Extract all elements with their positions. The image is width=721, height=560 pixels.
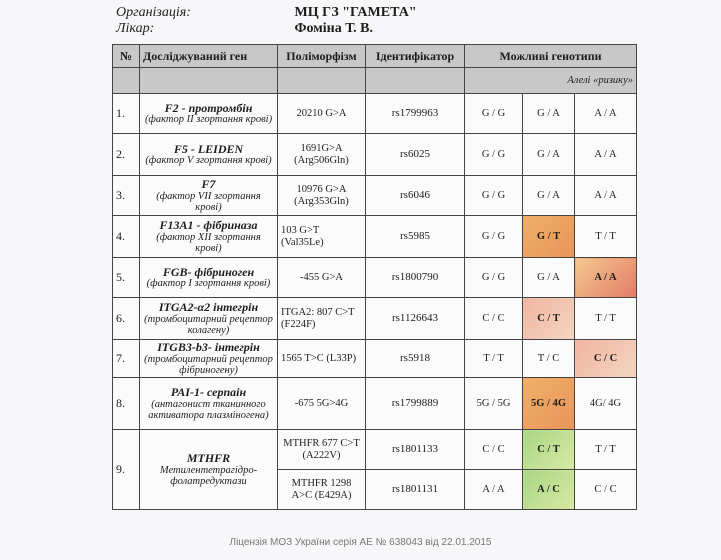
genotype-hetero-result: A / C bbox=[523, 470, 575, 510]
organization-value: МЦ ГЗ "ГАМЕТА" bbox=[294, 5, 417, 20]
gene-name: FGB- фібриноген bbox=[162, 264, 255, 279]
gene-description: (фактор I згортання крові) bbox=[146, 278, 271, 290]
polymorphism: 20210 G>A bbox=[278, 94, 366, 134]
gene-cell bbox=[140, 430, 278, 510]
table-row bbox=[113, 340, 637, 378]
row-number: 1. bbox=[113, 94, 140, 134]
table-row bbox=[113, 94, 637, 134]
genotype-homo-risk: C / C bbox=[575, 340, 637, 378]
col-identifier-header: Ідентифікатор bbox=[366, 45, 465, 68]
gene-name: MTHFR bbox=[186, 451, 231, 466]
polymorphism: 10976 G>A (Arg353Gln) bbox=[278, 176, 366, 216]
genotype-hetero-result: C / T bbox=[523, 430, 575, 470]
risk-alleles-label: Алелі «ризику» bbox=[465, 68, 637, 94]
table-row bbox=[113, 430, 637, 470]
polymorphism: 1565 T>C (L33P) bbox=[278, 340, 366, 378]
gene-cell bbox=[140, 340, 278, 378]
genotype-normal: G / G bbox=[465, 216, 523, 258]
genotype-normal: G / G bbox=[465, 134, 523, 176]
gene-description: (тромбоцитарний рецептор колагену) bbox=[144, 313, 273, 336]
genotype-hetero: G / A bbox=[523, 258, 575, 298]
genotype-normal: C / C bbox=[465, 430, 523, 470]
genotype-normal: G / G bbox=[465, 176, 523, 216]
identifier: rs1126643 bbox=[366, 298, 465, 340]
identifier: rs5985 bbox=[366, 216, 465, 258]
gene-description: (фактор VII згортання крові) bbox=[156, 190, 261, 213]
genotype-hetero-risk: 5G / 4G bbox=[523, 378, 575, 430]
identifier: rs1799889 bbox=[366, 378, 465, 430]
col-polymorphism-header: Поліморфізм bbox=[278, 45, 366, 68]
report-header bbox=[0, 0, 721, 45]
genotype-homo: A / A bbox=[575, 176, 637, 216]
row-number: 4. bbox=[113, 216, 140, 258]
gene-cell bbox=[140, 378, 278, 430]
gene-cell bbox=[140, 216, 278, 258]
genotype-table bbox=[112, 44, 637, 510]
genotype-normal: C / C bbox=[465, 298, 523, 340]
row-number: 6. bbox=[113, 298, 140, 340]
organization-label: Організація: bbox=[116, 5, 191, 20]
gene-description: Метилентетрагідро-фолатредуктази bbox=[159, 464, 258, 487]
doctor-value: Фоміна Т. В. bbox=[294, 21, 374, 36]
genotype-hetero: G / A bbox=[523, 94, 575, 134]
genotype-hetero-risk: C / T bbox=[523, 298, 575, 340]
table-row bbox=[113, 378, 637, 430]
gene-name: F7 bbox=[201, 177, 216, 192]
gene-name: F13A1 - фібриназа bbox=[159, 218, 258, 233]
genotype-hetero: T / C bbox=[523, 340, 575, 378]
gene-description: (фактор V згортання крові) bbox=[145, 155, 272, 167]
identifier: rs1800790 bbox=[366, 258, 465, 298]
table-row bbox=[113, 134, 637, 176]
row-number: 9. bbox=[113, 430, 140, 510]
polymorphism: -455 G>A bbox=[278, 258, 366, 298]
col-number-header: № bbox=[113, 45, 140, 68]
identifier: rs5918 bbox=[366, 340, 465, 378]
identifier: rs6046 bbox=[366, 176, 465, 216]
table-header-row bbox=[113, 45, 637, 68]
table-row bbox=[113, 298, 637, 340]
identifier: rs1799963 bbox=[366, 94, 465, 134]
genotype-normal: T / T bbox=[465, 340, 523, 378]
gene-name: PAI-1- серпаін bbox=[170, 385, 247, 400]
genotype-homo: C / C bbox=[575, 470, 637, 510]
genotype-homo: A / A bbox=[575, 94, 637, 134]
identifier: rs6025 bbox=[366, 134, 465, 176]
polymorphism: MTHFR 1298 A>C (E429A) bbox=[278, 470, 366, 510]
genotype-normal: G / G bbox=[465, 258, 523, 298]
gene-description: (фактор II згортання крові) bbox=[144, 114, 273, 126]
genotype-hetero: G / A bbox=[523, 176, 575, 216]
gene-cell bbox=[140, 258, 278, 298]
risk-subheader-row bbox=[113, 68, 637, 94]
col-genotypes-header: Можливі генотипи bbox=[465, 45, 637, 68]
gene-name: ITGB3-b3- інтегрін bbox=[157, 340, 260, 355]
organization-line bbox=[116, 5, 417, 21]
polymorphism: ITGA2: 807 C>T (F224F) bbox=[278, 298, 366, 340]
doctor-line bbox=[116, 21, 373, 37]
table-row bbox=[113, 258, 637, 298]
gene-name: F2 - протромбін bbox=[164, 100, 253, 115]
gene-description: (фактор XII згортання крові) bbox=[156, 231, 261, 254]
genotype-hetero-risk: G / T bbox=[523, 216, 575, 258]
table-row bbox=[113, 216, 637, 258]
row-number: 5. bbox=[113, 258, 140, 298]
row-number: 3. bbox=[113, 176, 140, 216]
polymorphism: MTHFR 677 C>T (A222V) bbox=[278, 430, 366, 470]
genotype-normal: 5G / 5G bbox=[465, 378, 523, 430]
genotype-homo: A / A bbox=[575, 134, 637, 176]
genotype-homo-risk: A / A bbox=[575, 258, 637, 298]
genotype-homo: T / T bbox=[575, 298, 637, 340]
polymorphism: 103 G>T (Val35Le) bbox=[278, 216, 366, 258]
gene-name: ITGA2-α2 інтегрін bbox=[158, 300, 259, 315]
gene-name: F5 - LEIDEN bbox=[173, 141, 244, 156]
gene-description: (антагонист тканинного активатора плазміногена) bbox=[148, 398, 269, 421]
doctor-label: Лікар: bbox=[116, 21, 155, 36]
row-number: 7. bbox=[113, 340, 140, 378]
gene-cell bbox=[140, 176, 278, 216]
col-gene-header: Досліджуваний ген bbox=[140, 45, 278, 68]
genotype-homo: 4G/ 4G bbox=[575, 378, 637, 430]
gene-cell bbox=[140, 298, 278, 340]
genotype-normal: G / G bbox=[465, 94, 523, 134]
gene-description: (тромбоцитарний рецептор фібриногену) bbox=[144, 353, 273, 376]
gene-cell bbox=[140, 134, 278, 176]
genotype-homo: T / T bbox=[575, 216, 637, 258]
polymorphism: 1691G>A (Arg506Gln) bbox=[278, 134, 366, 176]
genotype-hetero: G / A bbox=[523, 134, 575, 176]
identifier: rs1801131 bbox=[366, 470, 465, 510]
table-row bbox=[113, 176, 637, 216]
genotype-homo: T / T bbox=[575, 430, 637, 470]
gene-cell bbox=[140, 94, 278, 134]
identifier: rs1801133 bbox=[366, 430, 465, 470]
license-footer: Ліцензія МОЗ України серія АЕ № 638043 від 22.01.2015 bbox=[229, 537, 492, 548]
row-number: 2. bbox=[113, 134, 140, 176]
genotype-normal: A / A bbox=[465, 470, 523, 510]
row-number: 8. bbox=[113, 378, 140, 430]
polymorphism: -675 5G>4G bbox=[278, 378, 366, 430]
